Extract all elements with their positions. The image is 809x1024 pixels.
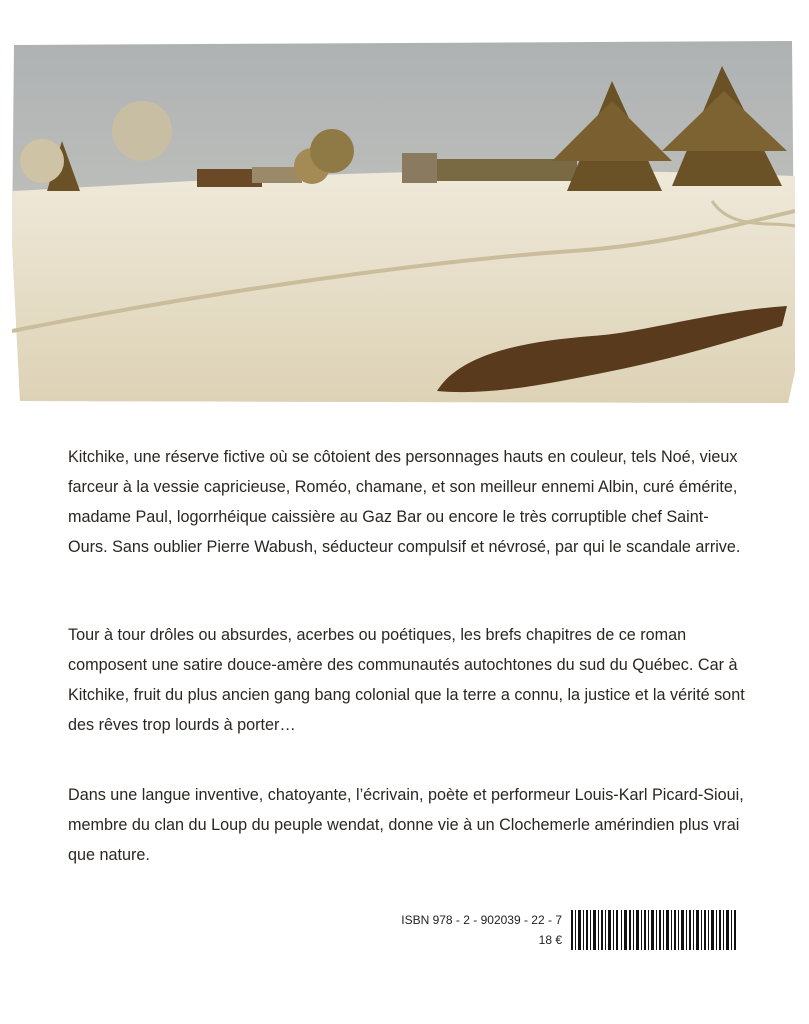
isbn-price-block — [400, 910, 562, 950]
blurb-paragraph-1: Kitchike, une réserve fictive où se côtoient des personnages hauts en couleur, tels Noé, vieux farceur à la vessie capricieuse, Roméo, chamane, et son meilleur ennemi Albin, curé émérite, madame Paul, logorrhéique caissière au Gaz Bar ou encore le très corruptible chef Saint-Ours. Sans oublier Pierre Wabush, séducteur compulsif et névrosé, par qui le scandale arrive. — [68, 448, 741, 556]
blurb-paragraph-3: Dans une langue inventive, chatoyante, l’écrivain, poète et performeur Louis-Karl Picard-Sioui, membre du clan du Loup du peuple wendat, donne vie à un Clochemerle amérindien plus vrai que nature. — [68, 786, 744, 864]
isbn-text: ISBN 978 - 2 - 902039 - 22 - 7 — [401, 913, 562, 927]
blurb-paragraph-2: Tour à tour drôles ou absurdes, acerbes ou poétiques, les brefs chapitres de ce roman composent une satire douce-amère des communautés autochtones du sud du Québec. Car à Kitchike, fruit du plus ancien gang bang colonial que la terre a connu, la justice et la vérité sont des rêves trop lourds à porter… — [68, 626, 745, 734]
price-text: 18 € — [538, 933, 562, 947]
cover-illustration-winter-landscape — [12, 41, 795, 403]
barcode — [571, 910, 737, 955]
